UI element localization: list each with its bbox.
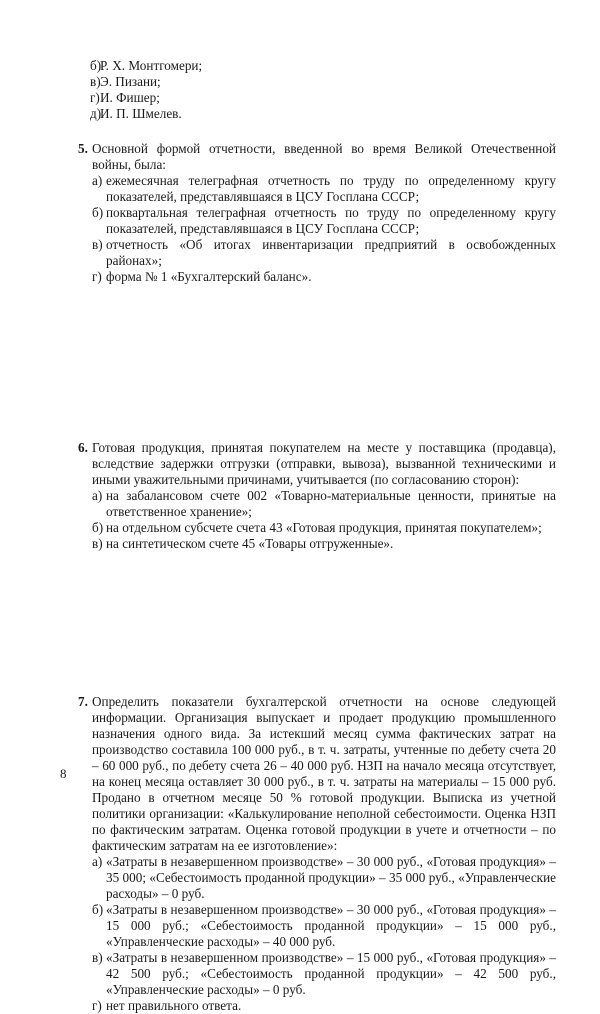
- option-text: «Затраты в незавершенном производстве» – 30 000 руб., «Готовая продукция» – 35 000; «Себестоимость проданной продукции» – 35 000 руб., «Управленческие расходы» – 0 руб.: [106, 854, 556, 901]
- option-label: а): [92, 173, 103, 188]
- option-item: [92, 237, 556, 269]
- option-label: б): [92, 902, 104, 917]
- previous-question-options: [78, 58, 542, 122]
- option-text: поквартальная телеграфная отчетность по труду по определенному кругу показателей, представлявшаяся в ЦСУ Госплана СССР;: [106, 205, 556, 236]
- option-text: И. Фишер;: [100, 90, 160, 105]
- option-label: б): [90, 58, 102, 73]
- option-text: Р. Х. Монтгомери;: [100, 58, 203, 73]
- question-6: [78, 440, 556, 552]
- option-item: [78, 90, 542, 106]
- option-item: [92, 520, 556, 536]
- question-number: 7.: [78, 694, 88, 709]
- option-item: [92, 998, 556, 1014]
- option-label: г): [90, 90, 100, 105]
- option-item: [78, 74, 542, 90]
- option-text: на синтетическом счете 45 «Товары отгруженные».: [106, 536, 394, 551]
- option-label: в): [92, 950, 103, 965]
- option-text: нет правильного ответа.: [106, 998, 242, 1013]
- question-text: Основной формой отчетности, введенной во время Великой Отечественной войны, была:: [92, 141, 556, 172]
- option-label: б): [92, 205, 104, 220]
- option-text: Э. Пизани;: [100, 74, 161, 89]
- option-label: д): [90, 106, 102, 121]
- option-item: [92, 488, 556, 520]
- option-label: а): [92, 854, 103, 869]
- option-text: «Затраты в незавершенном производстве» – 15 000 руб., «Готовая продукция» – 42 500 руб.; «Себестоимость проданной продукции» – 42 500 руб., «Управленческие расходы» – 0 руб.: [106, 950, 556, 997]
- option-item: [92, 950, 556, 998]
- option-label: б): [92, 520, 104, 535]
- option-item: [92, 536, 556, 552]
- option-text: «Затраты в незавершенном производстве» – 30 000 руб., «Готовая продукция» – 15 000 руб.; «Себестоимость проданной продукции» – 15 000 руб., «Управленческие расходы» – 40 000 руб.: [106, 902, 556, 949]
- option-item: [92, 269, 556, 285]
- question-5: [78, 141, 556, 285]
- question-text: Готовая продукция, принятая покупателем на месте у поставщика (продавца), вследствие задержки отгрузки (отправки, вывоза), вызванной техническими и иными уважительными причинами, учитывается (по согласованию сторон):: [92, 440, 556, 487]
- option-item: [92, 854, 556, 902]
- option-item: [92, 173, 556, 205]
- question-number: 5.: [78, 141, 88, 156]
- option-text: И. П. Шмелев.: [100, 106, 182, 121]
- option-item: [92, 205, 556, 237]
- option-label: г): [92, 269, 102, 284]
- option-label: в): [92, 237, 103, 252]
- option-text: на забалансовом счете 002 «Товарно-материальные ценности, принятые на ответственное хранение»;: [106, 488, 556, 519]
- option-text: форма № 1 «Бухгалтерский баланс».: [106, 269, 312, 284]
- option-text: отчетность «Об итогах инвентаризации предприятий в освобожденных районах»;: [106, 237, 556, 268]
- question-number: 6.: [78, 440, 88, 455]
- question-7: [78, 694, 556, 1014]
- option-label: г): [92, 998, 102, 1013]
- option-item: [92, 902, 556, 950]
- option-text: ежемесячная телеграфная отчетность по труду по определенному кругу показателей, представлявшаяся в ЦСУ Госплана СССР;: [106, 173, 556, 204]
- option-label: а): [92, 488, 103, 503]
- page-number: 8: [60, 766, 67, 781]
- option-text: на отдельном субсчете счета 43 «Готовая продукция, принятая покупателем»;: [106, 520, 542, 535]
- option-item: [78, 106, 542, 122]
- option-label: в): [90, 74, 101, 89]
- option-item: [78, 58, 542, 74]
- option-label: в): [92, 536, 103, 551]
- question-text: Определить показатели бухгалтерской отчетности на основе следующей информации. Организация выпускает и продает продукцию промышленного назначения одного вида. За истекший месяц сумма фактических затрат на производство составила 100 000 руб., в т. ч. затраты, учтенные по дебету счета 20 – 60 000 руб., по дебету счета 26 – 40 000 руб. НЗП на начало месяца отсутствует, на конец месяца оставляет 30 000 руб., в т. ч. затраты на материалы – 15 000 руб. Продано в отчетном месяце 50 % готовой продукции. Выписка из учетной политики организации: «Калькулирование неполной себестоимости. Оценка НЗП по фактическим затратам. Оценка готовой продукции в учете и отчетности – по фактическим затратам на ее изготовление»:: [92, 694, 556, 853]
